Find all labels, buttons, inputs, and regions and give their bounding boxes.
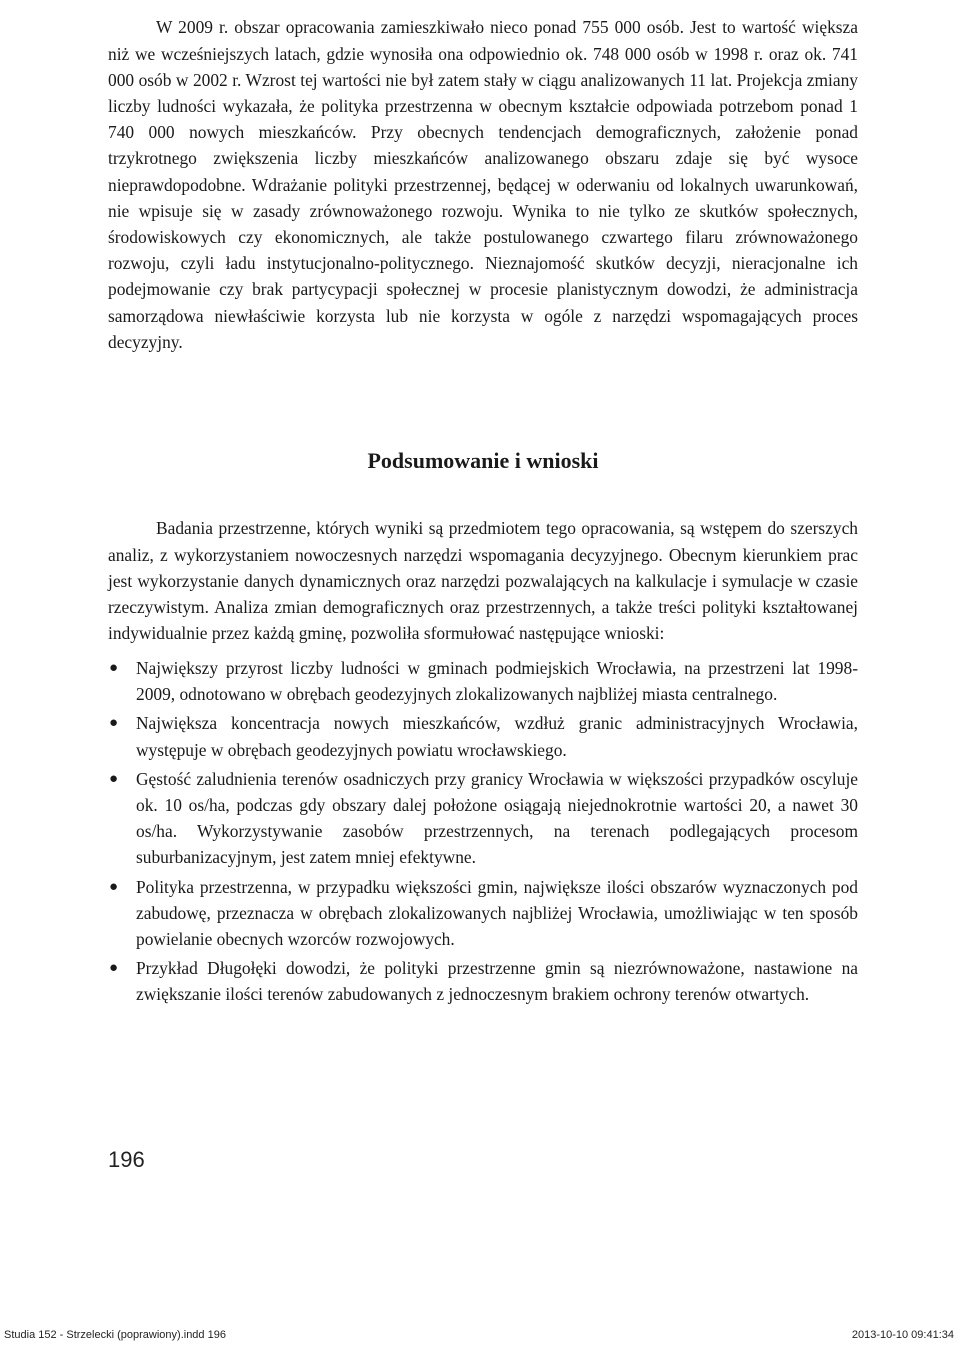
print-slug-filename: Studia 152 - Strzelecki (poprawiony).indd 196 [4, 1329, 226, 1341]
list-item [108, 655, 858, 707]
bullet-icon: ● [109, 770, 119, 787]
intro-paragraph: W 2009 r. obszar opracowania zamieszkiwało nieco ponad 755 000 osób. Jest to wartość większa niż we wcześniejszych latach, gdzie wynosiła ona odpowiednio ok. 748 000 osób w 1998 r. oraz ok. 741 000 osób w 2002 r. Wzrost tej wartości nie był zatem stały w ciągu analizowanych 11 lat. Projekcja zmiany liczby ludności wykazała, że polityka przestrzenna w obecnym kształcie odpowiada potrzebom ponad 1 740 000 nowych mieszkańców. Przy obecnych tendencjach demograficznych, założenie ponad trzykrotnego zwiększenia liczby mieszkańców analizowanego obszaru zdaje się być wysoce nieprawdopodobne. Wdrażanie polityki przestrzennej, będącej w oderwaniu od lokalnych uwarunkowań, nie wpisuje się w zasady zrównoważonego rozwoju. Wynika to nie tylko ze skutków społecznych, środowiskowych czy ekonomicznych, ale także postulowanego czwartego filaru zrównoważonego rozwoju, czyli ładu instytucjonalno-politycznego. Nieznajomość skutków decyzji, nieracjonalne ich podejmowanie czy brak partycypacji społecznej w procesie planistycznym dowodzi, że administracja samorządowa niewłaściwie korzysta lub nie korzysta w ogóle z narzędzi wspomagających proces decyzyjny. [108, 17, 858, 352]
page-number: 196 [108, 1147, 145, 1172]
bullet-icon: ● [109, 960, 119, 977]
section-heading: Podsumowanie i wnioski [367, 448, 599, 473]
bullet-icon: ● [109, 878, 119, 895]
list-item-text: Gęstość zaludnienia terenów osadniczych przy granicy Wrocławia w większości przypadków oscyluje ok. 10 os/ha, podczas gdy obszary dalej położone osiągają niejednokrotnie wartości 20, a nawet 30 os/ha. Wykorzystywanie zasobów przestrzennych, na terenach podlegających procesom suburbanizacyjnym, jest zatem mniej efektywne. [136, 768, 858, 868]
conclusions-list [108, 655, 858, 1011]
bullet-icon: ● [109, 715, 119, 732]
list-item [108, 955, 858, 1007]
list-item-text: Polityka przestrzenna, w przypadku większości gmin, największe ilości obszarów wyznaczonych pod zabudowę, przeznacza w obrębach zlokalizowanych najbliżej Wrocławia, umożliwiając w ten sposób powielanie obecnych wzorców rozwojowych. [136, 876, 858, 950]
summary-paragraph: Badania przestrzenne, których wyniki są przedmiotem tego opracowania, są wstępem do szerszych analiz, z wykorzystaniem nowoczesnych narzędzi wspomagania decyzyjnego. Obecnym kierunkiem prac jest wykorzystanie danych dynamicznych oraz narzędzi pozwalających na kalkulacje i symulacje w czasie rzeczywistym. Analiza zmian demograficznych oraz przestrzennych, a także treści polityki kształtowanej indywidualnie przez każdą gminę, pozwoliła sformułować następujące wnioski: [108, 518, 858, 644]
list-item [108, 710, 858, 762]
list-item-text: Największy przyrost liczby ludności w gminach podmiejskich Wrocławia, na przestrzeni lat 1998-2009, odnotowano w obrębach geodezyjnych zlokalizowanych najbliżej miasta centralnego. [136, 658, 858, 705]
bullet-icon: ● [109, 660, 119, 676]
print-slug-timestamp: 2013-10-10 09:41:34 [851, 1329, 954, 1341]
list-item [108, 874, 858, 953]
list-item-text: Przykład Długołęki dowodzi, że polityki przestrzenne gmin są niezrównoważone, nastawione na zwiększanie ilości terenów zabudowanych z jednoczesnym brakiem ochrony terenów otwartych. [136, 958, 858, 1005]
list-item-text: Największa koncentracja nowych mieszkańców, wzdłuż granic administracyjnych Wrocławia, występuje w obrębach geodezyjnych powiatu wrocławskiego. [136, 713, 858, 760]
list-item [108, 766, 858, 871]
